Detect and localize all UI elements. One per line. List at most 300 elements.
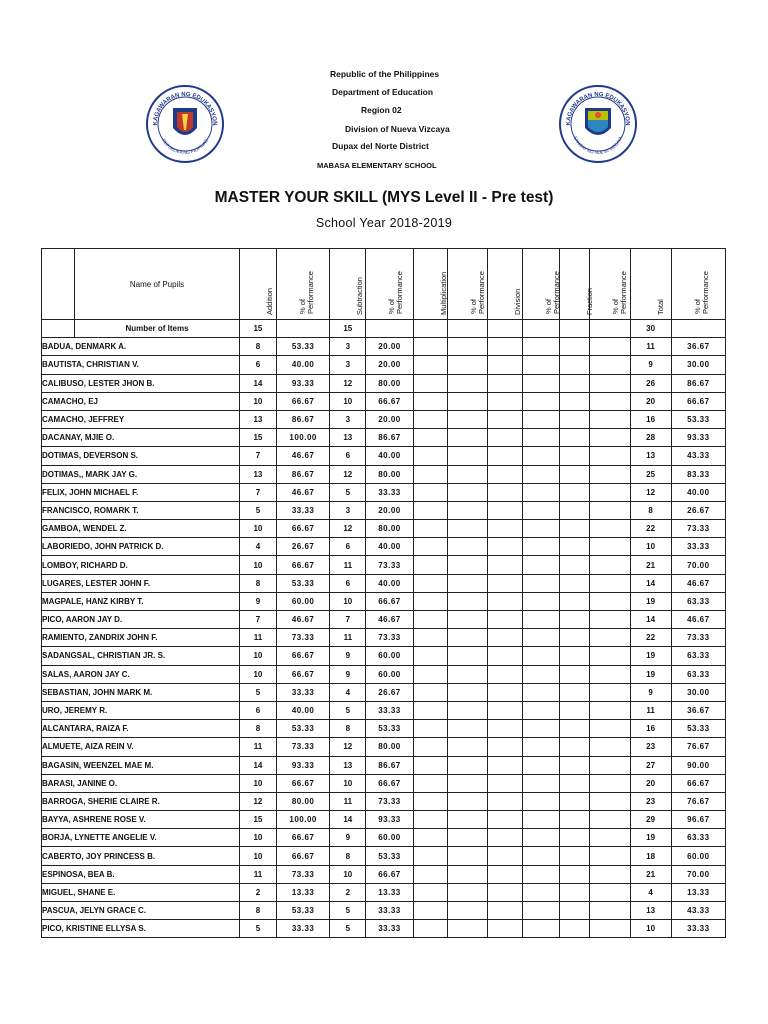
fraction-percent-cell (590, 792, 630, 810)
multiplication-percent-cell (447, 720, 487, 738)
addition-score-cell: 10 (239, 647, 276, 665)
multiplication-score-cell (413, 829, 447, 847)
subtraction-score-cell: 6 (330, 538, 366, 556)
fraction-score-cell (560, 920, 590, 938)
total-percent-cell: 63.33 (671, 665, 725, 683)
division-score-cell (487, 629, 522, 647)
total-score-cell: 4 (630, 883, 671, 901)
addition-percent-cell: 13.33 (277, 883, 330, 901)
division-score-cell (487, 410, 522, 428)
total-score-cell: 19 (630, 665, 671, 683)
total-score-cell: 16 (630, 720, 671, 738)
items-subtraction: 15 (330, 320, 366, 338)
multiplication-percent-cell (447, 683, 487, 701)
total-score-cell: 19 (630, 647, 671, 665)
fraction-percent-cell (590, 665, 630, 683)
subtraction-percent-cell: 80.00 (366, 520, 413, 538)
fraction-score-cell (560, 611, 590, 629)
total-percent-cell: 83.33 (671, 465, 725, 483)
division-score-cell (487, 665, 522, 683)
subtraction-percent-cell: 53.33 (366, 720, 413, 738)
subtraction-score-cell: 12 (330, 738, 366, 756)
addition-percent-cell: 73.33 (277, 865, 330, 883)
fraction-percent-cell (590, 811, 630, 829)
total-percent-cell: 46.67 (671, 611, 725, 629)
addition-percent-cell: 33.33 (277, 683, 330, 701)
division-score-cell (487, 356, 522, 374)
total-score-cell: 19 (630, 829, 671, 847)
division-score-cell (487, 902, 522, 920)
multiplication-score-cell (413, 774, 447, 792)
table-row (42, 356, 726, 374)
addition-score-cell: 9 (239, 592, 276, 610)
addition-score-cell: 15 (239, 811, 276, 829)
division-score-cell (487, 611, 522, 629)
division-score-cell (487, 811, 522, 829)
multiplication-score-cell (413, 647, 447, 665)
fraction-score-cell (560, 465, 590, 483)
fraction-score-cell (560, 829, 590, 847)
total-score-cell: 19 (630, 592, 671, 610)
fraction-percent-cell (590, 865, 630, 883)
division-seal-right-logo (558, 84, 638, 164)
subtraction-score-cell: 11 (330, 792, 366, 810)
subtraction-score-cell: 5 (330, 483, 366, 501)
subtraction-score-cell: 10 (330, 774, 366, 792)
total-score-cell: 29 (630, 811, 671, 829)
addition-score-cell: 13 (239, 410, 276, 428)
subtraction-percent-cell: 20.00 (366, 410, 413, 428)
subtraction-score-cell: 5 (330, 920, 366, 938)
multiplication-score-cell (413, 538, 447, 556)
total-percent-cell: 76.67 (671, 792, 725, 810)
table-row (42, 538, 726, 556)
table-row (42, 483, 726, 501)
division-score-cell (487, 465, 522, 483)
multiplication-percent-cell (447, 501, 487, 519)
school-year-subtitle: School Year 2018-2019 (315, 216, 453, 230)
total-percent-cell: 36.67 (671, 338, 725, 356)
total-score-cell: 20 (630, 774, 671, 792)
addition-score-cell: 8 (239, 902, 276, 920)
subtraction-percent-cell: 46.67 (366, 611, 413, 629)
subtraction-score-cell: 13 (330, 756, 366, 774)
table-row (42, 465, 726, 483)
division-score-cell (487, 920, 522, 938)
multiplication-score-cell (413, 865, 447, 883)
pupil-name-cell: BAUTISTA, CHRISTIAN V. (42, 356, 240, 374)
total-percent-cell: 70.00 (671, 865, 725, 883)
division-score-cell (487, 756, 522, 774)
table-row (42, 738, 726, 756)
division-score-cell (487, 538, 522, 556)
multiplication-percent-cell (447, 811, 487, 829)
fraction-score-cell (560, 683, 590, 701)
total-score-cell: 18 (630, 847, 671, 865)
division-score-cell (487, 429, 522, 447)
division-percent-cell (523, 920, 560, 938)
total-percent-cell: 60.00 (671, 847, 725, 865)
multiplication-percent-cell (447, 701, 487, 719)
addition-percent-cell: 46.67 (277, 483, 330, 501)
fraction-percent-cell (590, 410, 630, 428)
subtraction-score-cell: 9 (330, 829, 366, 847)
addition-score-cell: 10 (239, 774, 276, 792)
fraction-score-cell (560, 447, 590, 465)
division-percent-cell (523, 665, 560, 683)
multiplication-score-cell (413, 356, 447, 374)
fraction-score-cell (560, 574, 590, 592)
subtraction-percent-cell: 93.33 (366, 811, 413, 829)
addition-percent-cell: 66.67 (277, 392, 330, 410)
pupil-name-cell: MIGUEL, SHANE E. (42, 883, 240, 901)
total-percent-cell: 63.33 (671, 592, 725, 610)
subtraction-score-cell: 13 (330, 429, 366, 447)
subtraction-score-cell: 8 (330, 847, 366, 865)
addition-score-cell: 8 (239, 574, 276, 592)
addition-percent-cell: 46.67 (277, 447, 330, 465)
header-perf-addition: % of Performance (277, 249, 330, 320)
multiplication-score-cell (413, 574, 447, 592)
subtraction-score-cell: 5 (330, 701, 366, 719)
total-percent-cell: 43.33 (671, 447, 725, 465)
fraction-percent-cell (590, 429, 630, 447)
fraction-percent-cell (590, 902, 630, 920)
multiplication-percent-cell (447, 611, 487, 629)
division-percent-cell (523, 392, 560, 410)
fraction-percent-cell (590, 720, 630, 738)
division-score-cell (487, 592, 522, 610)
multiplication-percent-cell (447, 429, 487, 447)
pupils-performance-table (41, 248, 726, 938)
fraction-percent-cell (590, 756, 630, 774)
fraction-score-cell (560, 520, 590, 538)
number-of-items-label: Number of Items (75, 320, 240, 338)
pupil-name-cell: CAMACHO, EJ (42, 392, 240, 410)
addition-percent-cell: 60.00 (277, 592, 330, 610)
division-percent-cell (523, 865, 560, 883)
multiplication-percent-cell (447, 902, 487, 920)
total-score-cell: 9 (630, 356, 671, 374)
subtraction-score-cell: 3 (330, 501, 366, 519)
addition-percent-cell: 100.00 (277, 429, 330, 447)
multiplication-percent-cell (447, 883, 487, 901)
fraction-percent-cell (590, 356, 630, 374)
pupil-name-cell: CALIBUSO, LESTER JHON B. (42, 374, 240, 392)
subtraction-percent-cell: 80.00 (366, 738, 413, 756)
multiplication-score-cell (413, 392, 447, 410)
addition-score-cell: 10 (239, 847, 276, 865)
table-row (42, 374, 726, 392)
pupil-name-cell: BARASI, JANINE O. (42, 774, 240, 792)
fraction-score-cell (560, 647, 590, 665)
table-header-row (42, 249, 726, 320)
total-percent-cell: 46.67 (671, 574, 725, 592)
fraction-score-cell (560, 902, 590, 920)
table-row (42, 701, 726, 719)
addition-percent-cell: 66.67 (277, 774, 330, 792)
division-score-cell (487, 792, 522, 810)
addition-percent-cell: 66.67 (277, 647, 330, 665)
subtraction-percent-cell: 20.00 (366, 356, 413, 374)
multiplication-score-cell (413, 338, 447, 356)
multiplication-score-cell (413, 883, 447, 901)
addition-score-cell: 7 (239, 483, 276, 501)
subtraction-score-cell: 10 (330, 392, 366, 410)
division-score-cell (487, 392, 522, 410)
multiplication-percent-cell (447, 392, 487, 410)
fraction-score-cell (560, 538, 590, 556)
division-percent-cell (523, 756, 560, 774)
multiplication-percent-cell (447, 338, 487, 356)
addition-score-cell: 11 (239, 629, 276, 647)
subtraction-percent-cell: 60.00 (366, 647, 413, 665)
total-percent-cell: 76.67 (671, 738, 725, 756)
total-percent-cell: 53.33 (671, 720, 725, 738)
division-score-cell (487, 774, 522, 792)
table-row (42, 811, 726, 829)
subtraction-score-cell: 9 (330, 647, 366, 665)
total-score-cell: 21 (630, 865, 671, 883)
multiplication-score-cell (413, 501, 447, 519)
fraction-score-cell (560, 701, 590, 719)
addition-percent-cell: 53.33 (277, 720, 330, 738)
multiplication-score-cell (413, 429, 447, 447)
total-percent-cell: 43.33 (671, 902, 725, 920)
multiplication-percent-cell (447, 374, 487, 392)
header-total: Total (630, 249, 671, 320)
subtraction-score-cell: 10 (330, 592, 366, 610)
table-row (42, 429, 726, 447)
division-percent-cell (523, 592, 560, 610)
addition-percent-cell: 66.67 (277, 847, 330, 865)
addition-score-cell: 5 (239, 920, 276, 938)
pupil-name-cell: URO, JEREMY R. (42, 701, 240, 719)
division-percent-cell (523, 538, 560, 556)
subtraction-percent-cell: 73.33 (366, 556, 413, 574)
fraction-score-cell (560, 792, 590, 810)
subtraction-score-cell: 8 (330, 720, 366, 738)
division-percent-cell (523, 629, 560, 647)
table-row (42, 883, 726, 901)
fraction-score-cell (560, 592, 590, 610)
table-row (42, 792, 726, 810)
addition-percent-cell: 66.67 (277, 665, 330, 683)
total-percent-cell: 70.00 (671, 556, 725, 574)
addition-score-cell: 2 (239, 883, 276, 901)
division-percent-cell (523, 356, 560, 374)
subtraction-percent-cell: 53.33 (366, 847, 413, 865)
pupil-name-cell: DOTIMAS,, MARK JAY G. (42, 465, 240, 483)
addition-percent-cell: 80.00 (277, 792, 330, 810)
total-percent-cell: 36.67 (671, 701, 725, 719)
subtraction-percent-cell: 60.00 (366, 665, 413, 683)
addition-score-cell: 7 (239, 611, 276, 629)
division-percent-cell (523, 847, 560, 865)
pupil-name-cell: ESPINOSA, BEA B. (42, 865, 240, 883)
subtraction-percent-cell: 33.33 (366, 483, 413, 501)
division-score-cell (487, 483, 522, 501)
multiplication-score-cell (413, 683, 447, 701)
table-row (42, 611, 726, 629)
fraction-score-cell (560, 629, 590, 647)
division-percent-cell (523, 792, 560, 810)
header-perf-fraction: % of Performance (590, 249, 630, 320)
pupil-name-cell: DACANAY, MJIE O. (42, 429, 240, 447)
pupil-name-cell: PICO, KRISTINE ELLYSA S. (42, 920, 240, 938)
addition-percent-cell: 66.67 (277, 556, 330, 574)
pupil-name-cell: PICO, AARON JAY D. (42, 611, 240, 629)
subtraction-score-cell: 7 (330, 611, 366, 629)
header-line-school: MABASA ELEMENTARY SCHOOL (317, 161, 437, 170)
subtraction-percent-cell: 60.00 (366, 829, 413, 847)
header-perf-division: % of Performance (523, 249, 560, 320)
addition-percent-cell: 73.33 (277, 629, 330, 647)
addition-score-cell: 10 (239, 829, 276, 847)
fraction-percent-cell (590, 374, 630, 392)
total-percent-cell: 73.33 (671, 520, 725, 538)
division-percent-cell (523, 683, 560, 701)
addition-score-cell: 5 (239, 501, 276, 519)
svg-text:KAGAWARAN NG EDUKASYON: KAGAWARAN NG EDUKASYON (152, 91, 218, 126)
fraction-percent-cell (590, 501, 630, 519)
addition-score-cell: 10 (239, 520, 276, 538)
fraction-percent-cell (590, 538, 630, 556)
division-percent-cell (523, 829, 560, 847)
subtraction-percent-cell: 73.33 (366, 792, 413, 810)
pupil-name-cell: SEBASTIAN, JOHN MARK M. (42, 683, 240, 701)
subtraction-percent-cell: 33.33 (366, 920, 413, 938)
addition-score-cell: 10 (239, 392, 276, 410)
pupil-name-cell: CAMACHO, JEFFREY (42, 410, 240, 428)
subtraction-score-cell: 6 (330, 574, 366, 592)
total-percent-cell: 40.00 (671, 483, 725, 501)
subtraction-percent-cell: 20.00 (366, 338, 413, 356)
total-score-cell: 26 (630, 374, 671, 392)
header-addition: Addition (239, 249, 276, 320)
fraction-percent-cell (590, 738, 630, 756)
multiplication-percent-cell (447, 410, 487, 428)
subtraction-percent-cell: 33.33 (366, 701, 413, 719)
pupil-name-cell: PASCUA, JELYN GRACE C. (42, 902, 240, 920)
fraction-percent-cell (590, 483, 630, 501)
multiplication-percent-cell (447, 483, 487, 501)
fraction-score-cell (560, 556, 590, 574)
pupil-name-cell: BADUA, DENMARK A. (42, 338, 240, 356)
total-percent-cell: 30.00 (671, 683, 725, 701)
multiplication-percent-cell (447, 738, 487, 756)
subtraction-percent-cell: 40.00 (366, 538, 413, 556)
division-score-cell (487, 829, 522, 847)
multiplication-score-cell (413, 483, 447, 501)
document-header (0, 62, 768, 182)
addition-percent-cell: 66.67 (277, 829, 330, 847)
subtraction-percent-cell: 86.67 (366, 756, 413, 774)
table-row (42, 592, 726, 610)
multiplication-score-cell (413, 847, 447, 865)
total-score-cell: 14 (630, 574, 671, 592)
addition-score-cell: 10 (239, 556, 276, 574)
total-percent-cell: 13.33 (671, 883, 725, 901)
fraction-score-cell (560, 501, 590, 519)
table-row (42, 829, 726, 847)
header-division: Division (487, 249, 522, 320)
total-percent-cell: 90.00 (671, 756, 725, 774)
subtraction-score-cell: 3 (330, 338, 366, 356)
division-percent-cell (523, 374, 560, 392)
svg-text:REPUBLIKA NG PILIPINAS: REPUBLIKA NG PILIPINAS (161, 138, 209, 156)
multiplication-score-cell (413, 447, 447, 465)
division-percent-cell (523, 883, 560, 901)
total-percent-cell: 96.67 (671, 811, 725, 829)
subtraction-percent-cell: 40.00 (366, 574, 413, 592)
total-score-cell: 25 (630, 465, 671, 483)
addition-score-cell: 6 (239, 701, 276, 719)
multiplication-percent-cell (447, 847, 487, 865)
document-title: MASTER YOUR SKILL (MYS Level II - Pre test) (214, 189, 554, 206)
addition-score-cell: 14 (239, 374, 276, 392)
multiplication-percent-cell (447, 592, 487, 610)
pupil-name-cell: LOMBOY, RICHARD D. (42, 556, 240, 574)
division-score-cell (487, 556, 522, 574)
addition-score-cell: 4 (239, 538, 276, 556)
table-row (42, 920, 726, 938)
total-score-cell: 28 (630, 429, 671, 447)
fraction-percent-cell (590, 920, 630, 938)
multiplication-score-cell (413, 665, 447, 683)
multiplication-score-cell (413, 811, 447, 829)
division-percent-cell (523, 410, 560, 428)
subtraction-percent-cell: 80.00 (366, 374, 413, 392)
subtraction-score-cell: 10 (330, 865, 366, 883)
division-percent-cell (523, 556, 560, 574)
subtraction-percent-cell: 66.67 (366, 592, 413, 610)
pupil-name-cell: CABERTO, JOY PRINCESS B. (42, 847, 240, 865)
addition-percent-cell: 73.33 (277, 738, 330, 756)
subtraction-score-cell: 3 (330, 356, 366, 374)
subtraction-percent-cell: 66.67 (366, 865, 413, 883)
total-percent-cell: 30.00 (671, 356, 725, 374)
multiplication-score-cell (413, 738, 447, 756)
fraction-score-cell (560, 374, 590, 392)
subtraction-percent-cell: 13.33 (366, 883, 413, 901)
number-of-items-row (42, 320, 726, 338)
items-addition: 15 (239, 320, 276, 338)
multiplication-score-cell (413, 592, 447, 610)
fraction-score-cell (560, 847, 590, 865)
multiplication-percent-cell (447, 647, 487, 665)
division-percent-cell (523, 520, 560, 538)
table-row (42, 556, 726, 574)
addition-percent-cell: 86.67 (277, 410, 330, 428)
table-row (42, 902, 726, 920)
header-subtraction: Subtraction (330, 249, 366, 320)
fraction-percent-cell (590, 574, 630, 592)
table-row (42, 865, 726, 883)
division-percent-cell (523, 701, 560, 719)
division-percent-cell (523, 811, 560, 829)
fraction-percent-cell (590, 447, 630, 465)
fraction-percent-cell (590, 847, 630, 865)
pupil-name-cell: RAMIENTO, ZANDRIX JOHN F. (42, 629, 240, 647)
deped-seal-left-logo (145, 84, 225, 164)
multiplication-score-cell (413, 701, 447, 719)
addition-percent-cell: 40.00 (277, 356, 330, 374)
multiplication-percent-cell (447, 538, 487, 556)
total-score-cell: 10 (630, 920, 671, 938)
division-percent-cell (523, 465, 560, 483)
items-total: 30 (630, 320, 671, 338)
